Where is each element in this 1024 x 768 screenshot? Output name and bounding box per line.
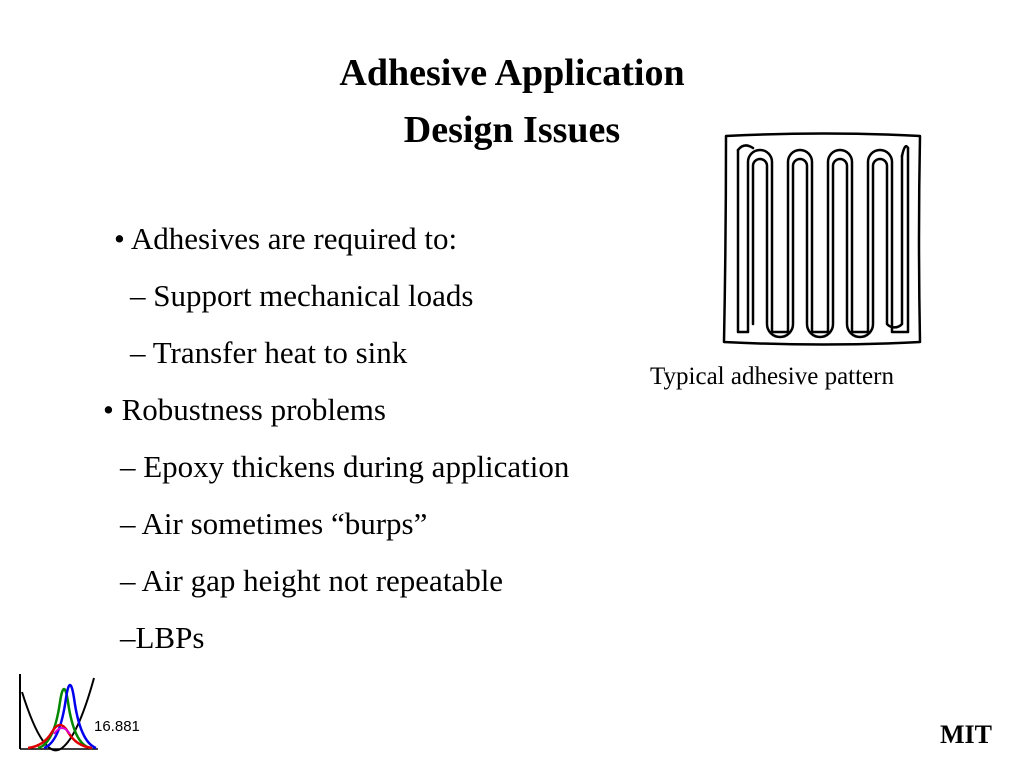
bullet-adhesives-required: • Adhesives are required to: — [114, 221, 458, 256]
sub-bullet-air-burps: – Air sometimes “burps” — [120, 506, 428, 541]
sub-bullet-air-gap: – Air gap height not repeatable — [120, 563, 504, 598]
sub-bullet-epoxy-thickens: – Epoxy thickens during application — [120, 449, 570, 484]
sub-bullet-lbps: –LBPs — [120, 620, 205, 655]
adhesive-pattern-figure — [720, 128, 925, 350]
course-logo — [14, 672, 100, 752]
bullet-robustness-problems: • Robustness problems — [103, 392, 386, 427]
figure-caption: Typical adhesive pattern — [650, 363, 894, 390]
course-number: 16.881 — [94, 718, 140, 735]
sub-bullet-transfer-heat: – Transfer heat to sink — [130, 335, 408, 370]
title-line-2: Design Issues — [403, 109, 621, 151]
title-line-1: Adhesive Application — [339, 52, 685, 94]
sub-bullet-mechanical-loads: – Support mechanical loads — [130, 278, 474, 313]
institution-label: MIT — [940, 720, 992, 749]
